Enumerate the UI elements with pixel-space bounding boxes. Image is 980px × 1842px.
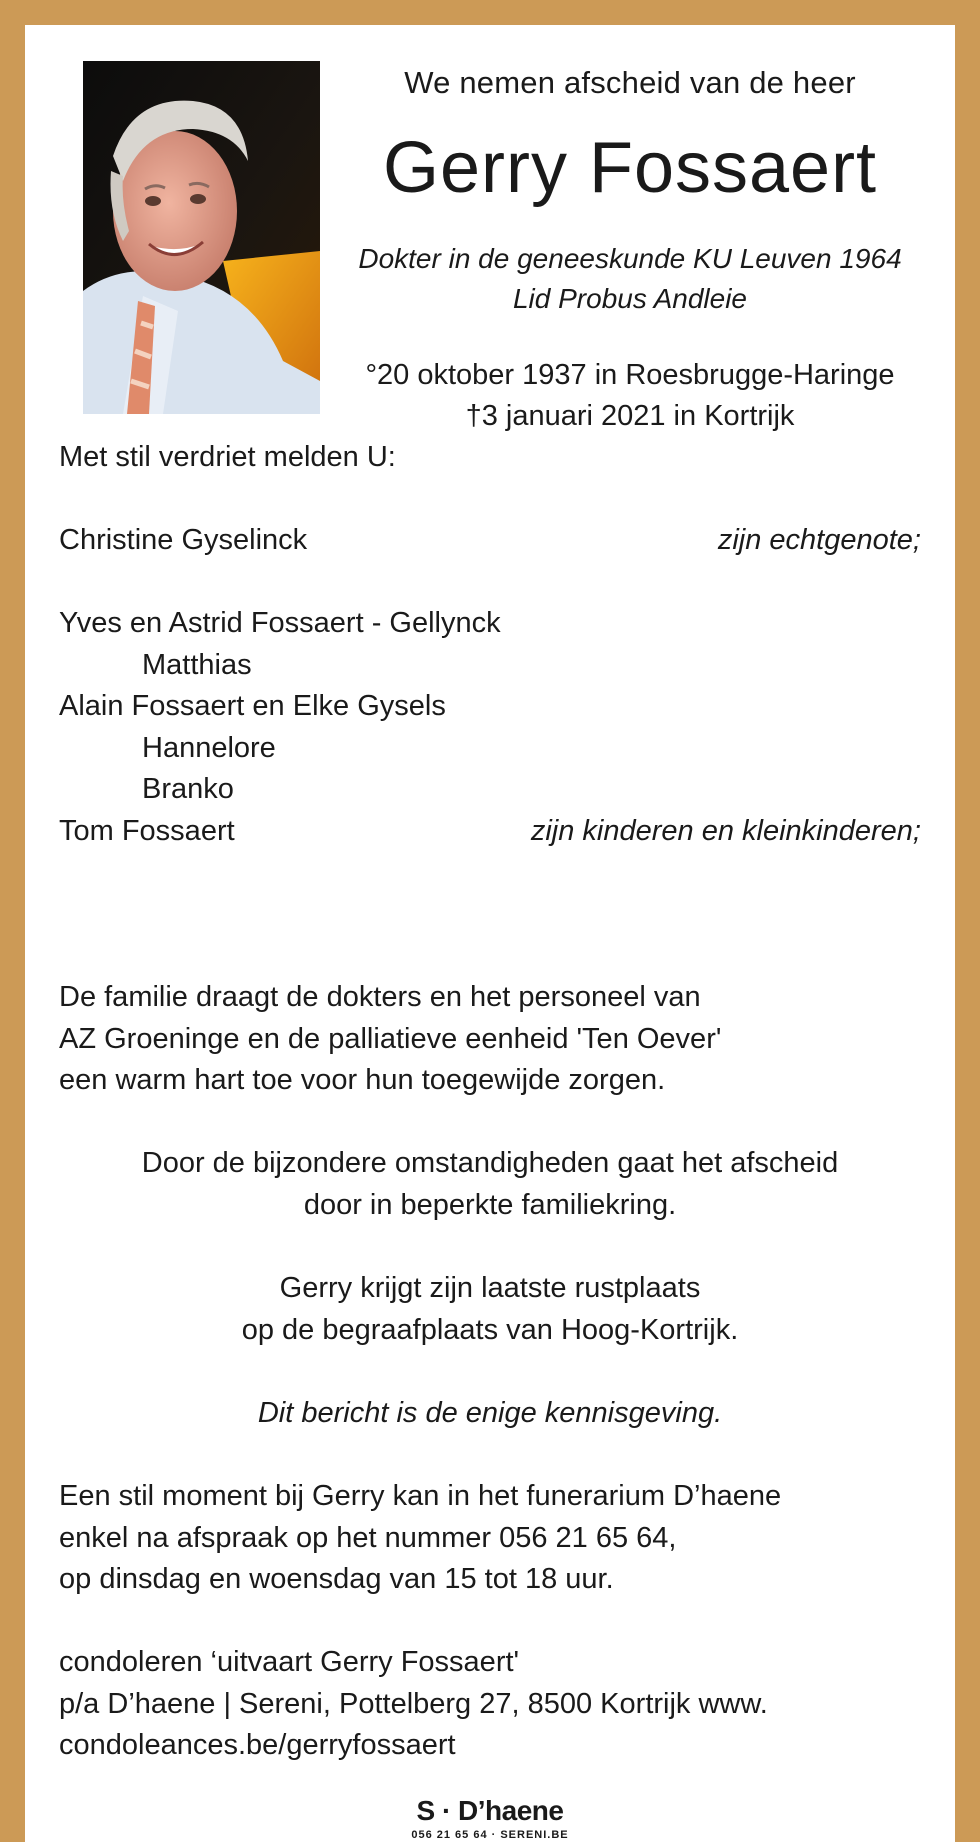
header — [325, 55, 935, 437]
visit-line: Een stil moment bij Gerry kan in het funerarium D’haene — [59, 1480, 782, 1512]
obituary-card — [25, 25, 955, 1842]
visit-paragraph — [59, 1476, 921, 1601]
funeral-home-contact: 056 21 65 64 · SERENI.BE — [411, 1829, 569, 1841]
circumstances-paragraph — [59, 1143, 921, 1226]
family-list — [59, 603, 921, 852]
visit-line: op dinsdag en woensdag van 15 tot 18 uur. — [59, 1563, 614, 1595]
thanks-line: De familie draagt de dokters en het personeel van — [59, 981, 701, 1013]
deceased-name: Gerry Fossaert — [382, 128, 878, 208]
burial-line: Gerry krijgt zijn laatste rustplaats — [279, 1272, 701, 1304]
birth-date: °20 oktober 1937 in Roesbrugge-Haringe — [365, 359, 895, 391]
portrait-photo — [83, 61, 320, 414]
spouse-row — [59, 520, 921, 562]
spouse-name: Christine Gyselinck — [59, 524, 308, 556]
title-line-1: Dokter in de geneeskunde KU Leuven 1964 — [358, 243, 902, 274]
family-member: Yves en Astrid Fossaert - Gellynck — [59, 607, 501, 639]
life-dates — [325, 355, 935, 437]
thanks-line: een warm hart toe voor hun toegewijde zorgen. — [59, 1064, 666, 1096]
circumstances-line: Door de bijzondere omstandigheden gaat het afscheid — [141, 1147, 839, 1179]
condolences-line: condoleances.be/gerryfossaert — [59, 1729, 456, 1761]
announcement-opening: Met stil verdriet melden U: — [59, 441, 396, 473]
thanks-paragraph — [59, 977, 921, 1102]
portrait-illustration — [83, 61, 320, 414]
family-member: Matthias — [142, 648, 252, 681]
spouse-role: zijn echtgenote; — [717, 524, 921, 556]
title-line-2: Lid Probus Andleie — [512, 283, 747, 314]
titles — [325, 239, 935, 319]
burial-line: op de begraafplaats van Hoog-Kortrijk. — [241, 1313, 739, 1346]
funeral-home-footer — [311, 1789, 669, 1842]
family-member: Alain Fossaert en Elke Gysels — [59, 690, 446, 722]
family-member: Hannelore — [142, 731, 276, 764]
circumstances-line: door in beperkte familiekring. — [303, 1188, 677, 1221]
family-member: Branko — [142, 773, 234, 805]
thanks-line: AZ Groeninge en de palliatieve eenheid 'Ten Oever' — [59, 1022, 722, 1055]
condolences-line: p/a D’haene | Sereni, Pottelberg 27, 8500 Kortrijk www. — [59, 1687, 768, 1720]
children-row — [59, 811, 921, 853]
visit-line: enkel na afspraak op het nummer 056 21 65 64, — [59, 1521, 677, 1554]
burial-paragraph — [59, 1268, 921, 1351]
condolences-paragraph — [59, 1642, 921, 1767]
death-date: †3 januari 2021 in Kortrijk — [465, 400, 795, 432]
condolences-line: condoleren ‘uitvaart Gerry Fossaert' — [59, 1646, 520, 1678]
children-role: zijn kinderen en kleinkinderen; — [530, 814, 921, 847]
family-member: Tom Fossaert — [59, 814, 235, 847]
notice-line: Dit bericht is de enige kennisgeving. — [257, 1397, 723, 1429]
intro-line: We nemen afscheid van de heer — [404, 65, 856, 100]
funeral-home-logo: S · D’haene — [416, 1795, 564, 1826]
